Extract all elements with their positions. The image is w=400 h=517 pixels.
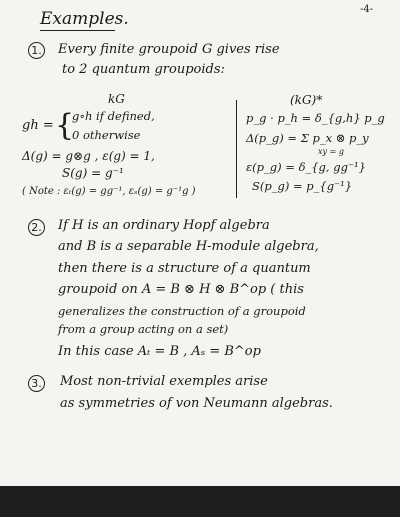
item-2-line-2: and B is a separable H-module algebra, [58,239,319,254]
kg-note: ( Note : εₜ(g) = gg⁻¹, εₛ(g) = g⁻¹g ) [22,186,196,197]
gh-label: gh = [22,118,54,133]
item-2-line-1: If H is an ordinary Hopf algebra [58,218,270,233]
page-title: Examples. [40,9,129,29]
item-2-number: 2. [28,219,45,236]
item-2-line-3: then there is a structure of a quantum [58,261,311,276]
item-2-line-6: from a group acting on a set) [58,322,229,336]
kg-heading: kG [108,92,125,106]
dual-heading: (kG)* [290,93,323,107]
kg-antipode: S(g) = g⁻¹ [62,166,124,180]
dual-antipode: S(p_g) = p_{g⁻¹} [252,179,353,193]
case-brace: { [55,108,75,143]
dual-coproduct: Δ(p_g) = Σ p_x ⊗ p_y [246,131,369,145]
scan-footer-bar [0,486,400,517]
dual-sum-index: xy = g [318,147,344,156]
item-1-line-1: Every finite groupoid G gives rise [58,42,280,57]
item-2-line-4: groupoid on A = B ⊗ H ⊗ B^op ( this [58,282,304,297]
title-underline [40,30,115,31]
column-divider [236,100,237,198]
item-3-line-1: Most non-trivial exemples arise [60,374,268,389]
dual-counit: ε(p_g) = δ_{g, gg⁻¹} [246,160,366,174]
dual-product: p_g · p_h = δ_{g,h} p_g [246,111,385,125]
item-1-line-2: to 2 quantum groupoids: [62,62,225,77]
product-case-otherwise: 0 otherwise [72,128,141,142]
page-number: -4- [360,4,374,15]
item-1-number: 1. [28,42,45,59]
item-2-line-7: In this case Aₜ = B , Aₛ = B^op [58,344,261,359]
item-3-number: 3. [28,375,45,392]
kg-coproduct-counit: Δ(g) = g⊗g , ε(g) = 1, [22,149,155,163]
product-case-defined: g∘h if defined, [72,109,155,123]
item-2-line-5: generalizes the construction of a groupoid [58,304,306,318]
item-3-line-2: as symmetries of von Neumann algebras. [60,396,333,411]
